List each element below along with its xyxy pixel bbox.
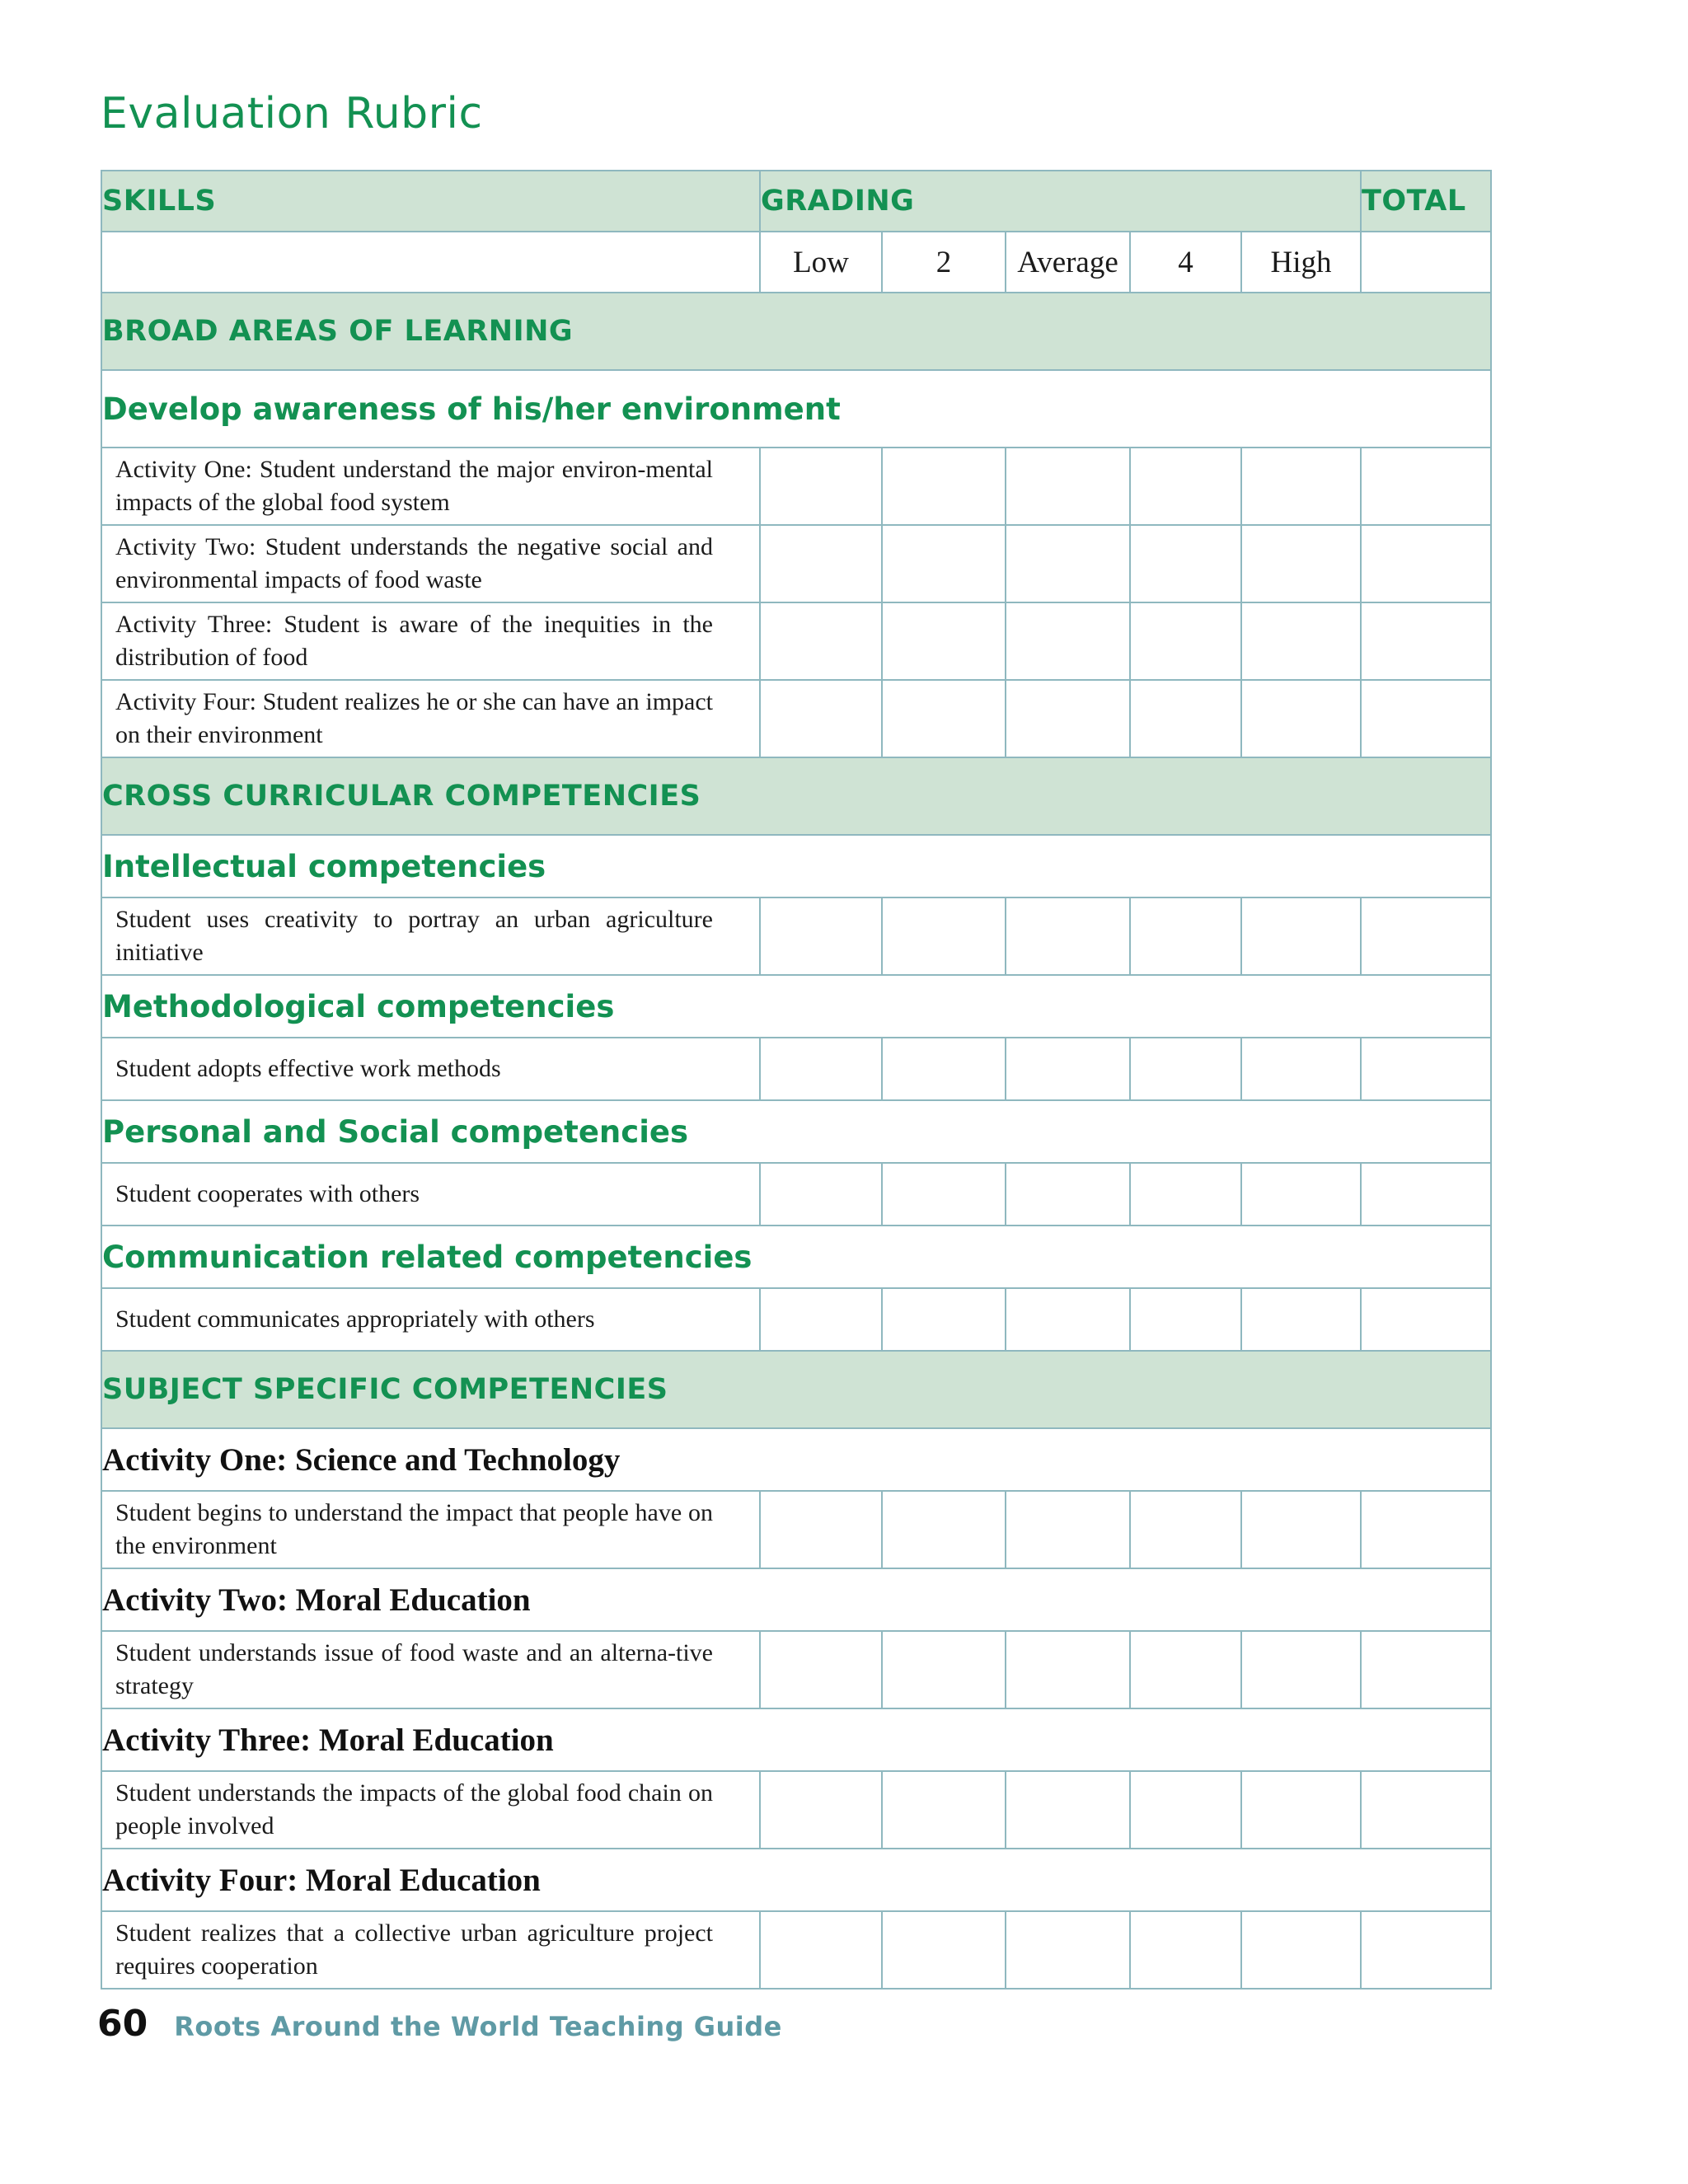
grade-cell-average[interactable] — [1006, 1038, 1130, 1100]
grade-cell-4[interactable] — [1130, 525, 1241, 602]
grade-cell-4[interactable] — [1130, 602, 1241, 680]
category-heading: Develop awareness of his/her environment — [101, 370, 1491, 448]
page-footer — [97, 2003, 782, 2060]
section-cross-curricular — [101, 757, 1491, 835]
total-cell[interactable] — [1361, 1911, 1491, 1989]
grade-cell-average[interactable] — [1006, 1631, 1130, 1708]
page-title: Evaluation Rubric — [101, 89, 483, 138]
grade-cell-4[interactable] — [1130, 1038, 1241, 1100]
total-cell[interactable] — [1361, 1631, 1491, 1708]
rubric-item-row — [101, 898, 1491, 975]
skills-header: SKILLS — [101, 171, 760, 232]
activity-heading: Activity Two: Moral Education — [101, 1568, 1491, 1631]
rubric-item-row — [101, 525, 1491, 602]
rubric-item-row — [101, 602, 1491, 680]
grade-cell-average[interactable] — [1006, 1771, 1130, 1849]
total-header: TOTAL — [1361, 171, 1491, 232]
grade-cell-4[interactable] — [1130, 448, 1241, 525]
grade-cell-average[interactable] — [1006, 680, 1130, 757]
grade-cell-high[interactable] — [1241, 525, 1361, 602]
grade-cell-2[interactable] — [882, 1288, 1006, 1351]
total-cell[interactable] — [1361, 602, 1491, 680]
table-header-row — [101, 171, 1491, 232]
grade-scale-row — [101, 232, 1491, 293]
section-heading: BROAD AREAS OF LEARNING — [101, 293, 1491, 370]
guide-title: Roots Around the World Teaching Guide — [174, 2011, 782, 2042]
category-row — [101, 1226, 1491, 1288]
total-cell[interactable] — [1361, 448, 1491, 525]
total-cell[interactable] — [1361, 525, 1491, 602]
rubric-item-row — [101, 1631, 1491, 1708]
grade-average: Average — [1006, 232, 1130, 293]
skill-description: Activity Two: Student understands the negative social and environmental impacts of food waste — [101, 525, 760, 602]
grade-cell-2[interactable] — [882, 1038, 1006, 1100]
grade-cell-high[interactable] — [1241, 1038, 1361, 1100]
total-cell[interactable] — [1361, 1288, 1491, 1351]
rubric-item-row — [101, 1771, 1491, 1849]
total-cell[interactable] — [1361, 1491, 1491, 1568]
grade-cell-high[interactable] — [1241, 1631, 1361, 1708]
grade-cell-low[interactable] — [760, 1911, 882, 1989]
skill-description: Activity Three: Student is aware of the inequities in the distribution of food — [101, 602, 760, 680]
skill-description: Student adopts effective work methods — [101, 1038, 760, 1100]
grade-cell-low[interactable] — [760, 1288, 882, 1351]
rubric-item-row — [101, 1163, 1491, 1226]
grade-cell-4[interactable] — [1130, 1491, 1241, 1568]
activity-row — [101, 1708, 1491, 1771]
activity-row — [101, 1568, 1491, 1631]
skill-description: Student communicates appropriately with others — [101, 1288, 760, 1351]
skill-description: Student understands the impacts of the global food chain on people involved — [101, 1771, 760, 1849]
grade-cell-4[interactable] — [1130, 898, 1241, 975]
grade-cell-low[interactable] — [760, 1163, 882, 1226]
grade-cell-average[interactable] — [1006, 1163, 1130, 1226]
grade-cell-2[interactable] — [882, 602, 1006, 680]
skill-description: Activity Four: Student realizes he or she can have an impact on their environment — [101, 680, 760, 757]
grade-cell-2[interactable] — [882, 898, 1006, 975]
total-cell[interactable] — [1361, 680, 1491, 757]
grade-4: 4 — [1130, 232, 1241, 293]
total-cell[interactable] — [1361, 1163, 1491, 1226]
grade-cell-average[interactable] — [1006, 448, 1130, 525]
grade-cell-2[interactable] — [882, 680, 1006, 757]
grade-cell-2[interactable] — [882, 1163, 1006, 1226]
grade-cell-4[interactable] — [1130, 1163, 1241, 1226]
grade-cell-low[interactable] — [760, 1491, 882, 1568]
skill-description: Student realizes that a collective urban agriculture project requires cooperation — [101, 1911, 760, 1989]
grade-cell-2[interactable] — [882, 1491, 1006, 1568]
grade-cell-low[interactable] — [760, 1771, 882, 1849]
grade-cell-4[interactable] — [1130, 1911, 1241, 1989]
total-cell — [1361, 232, 1491, 293]
grade-2: 2 — [882, 232, 1006, 293]
grade-cell-average[interactable] — [1006, 1288, 1130, 1351]
rubric-item-row — [101, 680, 1491, 757]
section-broad-areas — [101, 293, 1491, 370]
grade-cell-high[interactable] — [1241, 1163, 1361, 1226]
activity-row — [101, 1849, 1491, 1911]
grade-cell-2[interactable] — [882, 525, 1006, 602]
grade-cell-4[interactable] — [1130, 680, 1241, 757]
activity-row — [101, 1428, 1491, 1491]
category-heading: Communication related competencies — [101, 1226, 1491, 1288]
rubric-item-row — [101, 448, 1491, 525]
grade-cell-low[interactable] — [760, 680, 882, 757]
grade-cell-low[interactable] — [760, 1631, 882, 1708]
category-row — [101, 975, 1491, 1038]
grade-cell-high[interactable] — [1241, 448, 1361, 525]
total-cell[interactable] — [1361, 1771, 1491, 1849]
category-heading: Intellectual competencies — [101, 835, 1491, 898]
section-heading: CROSS CURRICULAR COMPETENCIES — [101, 757, 1491, 835]
total-cell[interactable] — [1361, 1038, 1491, 1100]
grade-cell-average[interactable] — [1006, 525, 1130, 602]
category-row — [101, 370, 1491, 448]
grade-cell-high[interactable] — [1241, 1288, 1361, 1351]
grade-cell-average[interactable] — [1006, 1491, 1130, 1568]
grade-scale-spacer — [101, 232, 760, 293]
skill-description: Student cooperates with others — [101, 1163, 760, 1226]
grade-cell-4[interactable] — [1130, 1288, 1241, 1351]
page-number: 60 — [97, 2003, 148, 2045]
grade-low: Low — [760, 232, 882, 293]
skill-description: Student uses creativity to portray an urban agriculture initiative — [101, 898, 760, 975]
category-row — [101, 1100, 1491, 1163]
grade-cell-4[interactable] — [1130, 1631, 1241, 1708]
grade-cell-average[interactable] — [1006, 1911, 1130, 1989]
grade-cell-low[interactable] — [760, 448, 882, 525]
grade-cell-2[interactable] — [882, 1911, 1006, 1989]
grade-cell-4[interactable] — [1130, 1771, 1241, 1849]
skill-description: Activity One: Student understand the major environ-mental impacts of the global food system — [101, 448, 760, 525]
grade-cell-high[interactable] — [1241, 1491, 1361, 1568]
grade-cell-low[interactable] — [760, 525, 882, 602]
category-heading: Methodological competencies — [101, 975, 1491, 1038]
category-heading: Personal and Social competencies — [101, 1100, 1491, 1163]
grade-cell-high[interactable] — [1241, 1771, 1361, 1849]
skill-description: Student understands issue of food waste and an alterna-tive strategy — [101, 1631, 760, 1708]
grade-cell-2[interactable] — [882, 1771, 1006, 1849]
grade-cell-low[interactable] — [760, 1038, 882, 1100]
rubric-item-row — [101, 1038, 1491, 1100]
evaluation-rubric-table — [101, 170, 1492, 1990]
rubric-item-row — [101, 1288, 1491, 1351]
grade-cell-average[interactable] — [1006, 898, 1130, 975]
section-heading: SUBJECT SPECIFIC COMPETENCIES — [101, 1351, 1491, 1428]
grade-cell-low[interactable] — [760, 602, 882, 680]
grade-cell-low[interactable] — [760, 898, 882, 975]
rubric-item-row — [101, 1911, 1491, 1989]
grade-cell-2[interactable] — [882, 1631, 1006, 1708]
grade-cell-average[interactable] — [1006, 602, 1130, 680]
rubric-item-row — [101, 1491, 1491, 1568]
activity-heading: Activity Three: Moral Education — [101, 1708, 1491, 1771]
section-subject-specific — [101, 1351, 1491, 1428]
grade-cell-high[interactable] — [1241, 680, 1361, 757]
grade-cell-high[interactable] — [1241, 602, 1361, 680]
grade-cell-high[interactable] — [1241, 1911, 1361, 1989]
activity-heading: Activity One: Science and Technology — [101, 1428, 1491, 1491]
skill-description: Student begins to understand the impact that people have on the environment — [101, 1491, 760, 1568]
grade-high: High — [1241, 232, 1361, 293]
category-row — [101, 835, 1491, 898]
total-cell[interactable] — [1361, 898, 1491, 975]
grading-header: GRADING — [760, 171, 1361, 232]
activity-heading: Activity Four: Moral Education — [101, 1849, 1491, 1911]
grade-cell-2[interactable] — [882, 448, 1006, 525]
grade-cell-high[interactable] — [1241, 898, 1361, 975]
